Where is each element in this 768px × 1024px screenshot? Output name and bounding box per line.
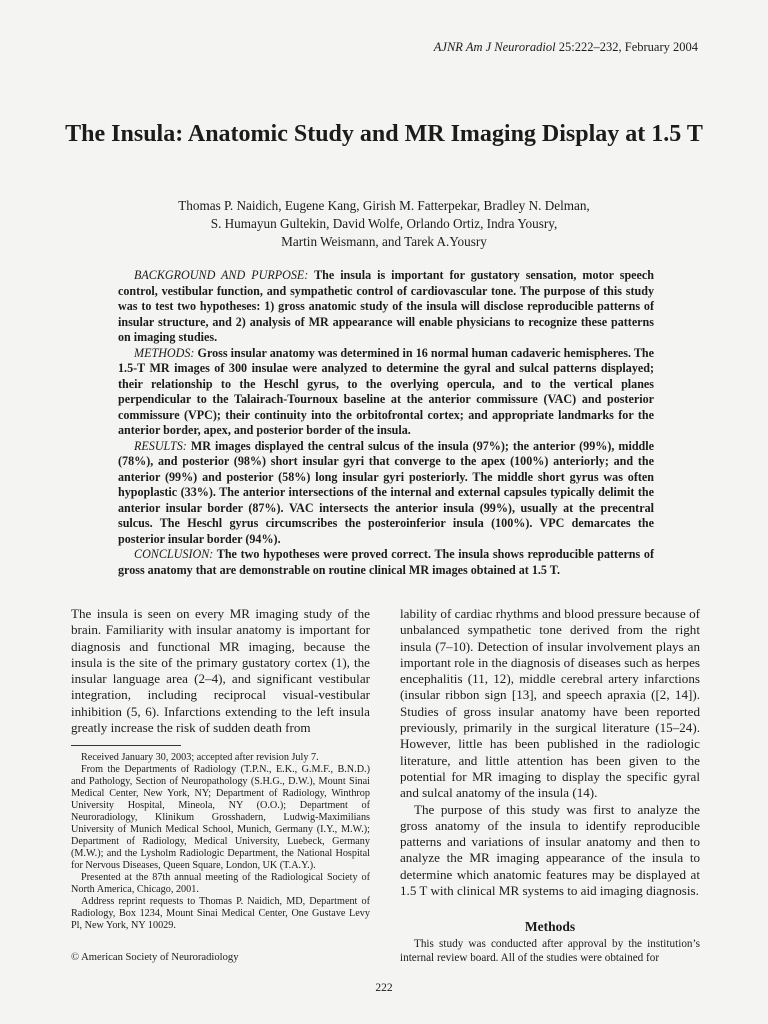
author-line: S. Humayun Gultekin, David Wolfe, Orlando Ortiz, Indra Yousry, [210,216,558,231]
article-title: The Insula: Anatomic Study and MR Imaging Display at 1.5 T [65,121,703,147]
page-number: 222 [375,982,393,994]
body-column-left [71,606,370,736]
abstract-results [118,439,654,548]
abstract-label: CONCLUSION: [134,547,214,561]
body-paragraph: The purpose of this study was first to analyze the gross anatomy of the insula to identify reproducible patterns and variations of insular anatomy and then to analyze the MR imaging appearance of the insula to determine which anatomic features may be displayed at 1.5 T with clinical MR systems to aid imaging diagnosis. [400,801,700,899]
footnote-affiliations: From the Departments of Radiology (T.P.N., E.K., G.M.F., B.N.D.) and Pathology, Section of Neuropathology (S.H.G., D.W.), Mount Sinai Medical Center, New York, NY; Department of Radiology, Winthrop University Hospital, Mineola, NY (O.O.); Department of Neuroradiology, Klinikum Grosshadern, Ludwig-Maximilians University of Munich Medical School, Munich, Germany (I.Y., M.W.); Department of Radiology, Medical University, Luebeck, Germany (M.W.); and the Lysholm Radiologic Department, the National Hospital for Nervous Diseases, Queen Square, London, UK (T.A.Y.). [71,764,370,871]
author-line: Thomas P. Naidich, Eugene Kang, Girish M. Fatterpekar, Bradley N. Delman, [178,198,590,213]
journal-volume-date: 25:222–232, February 2004 [555,40,698,54]
author-list [0,197,768,251]
abstract-text: The two hypotheses were proved correct. The insula shows reproducible patterns of gross anatomy that are demonstrable on routine clinical MR images obtained at 1.5 T. [118,547,654,577]
abstract-text: Gross insular anatomy was determined in 16 normal human cadaveric hemispheres. The 1.5-T MR images of 300 insulae were analyzed to determine the gyral and sulcal patterns displayed; their relationship to the Heschl gyrus, to the overlying opercula, and to the vertical planes perpendicular to the Talairach-Tournoux baseline at the anterior commissure (VAC) and posterior commissure (VPC); their continuity into the orbitofrontal cortex; and appropriate landmarks for the anterior border, apex, and posterior border of the insula. [118,345,654,437]
abstract-conclusion [118,547,654,578]
footnotes [71,752,370,932]
abstract-text: The insula is important for gustatory sensation, motor speech control, vestibular function, and sympathetic control of cardiovascular tone. The purpose of this study was to test two hypotheses: 1) gross anatomic study of the insula will disclose reproducible patterns of insular structure, and 2) analysis of MR appearance will enable physicians to recognize these patterns on imaging studies. [118,268,655,344]
footnote-divider [71,745,181,746]
abstract [118,268,654,578]
footnote-received: Received January 30, 2003; accepted after revision July 7. [81,752,319,763]
footnote-presented: Presented at the 87th annual meeting of the Radiological Society of North America, Chicago, 2001. [71,872,370,895]
journal-name: AJNR Am J Neuroradiol [433,40,556,54]
abstract-background [118,268,654,346]
abstract-text: MR images displayed the central sulcus of the insula (97%); the anterior (99%), middle (78%), and posterior (98%) short insular gyri that converge to the apex (100%) anteriorly; and the anterior (99%) and posterior (58%) long insular gyri posteriorly. The middle short gyrus was often hypoplastic (33%). The anterior intersections of the internal and external capsules typically delimit the anterior insular border (87%). VAC intersects the anterior insula (99%), usually at the precentral sulcus. The Heschl gyrus circumscribes the posteroinferior insula (100%). VPC demarcates the posterior insular border (94%). [118,438,654,546]
footnote-reprints: Address reprint requests to Thomas P. Naidich, MD, Department of Radiology, Box 1234, Mount Sinai Medical Center, One Gustave Levy Pl, New York, NY 10029. [71,896,370,931]
abstract-methods [118,346,654,439]
journal-citation [434,40,698,55]
methods-heading: Methods [524,919,576,934]
abstract-label: RESULTS: [134,438,187,453]
abstract-label: BACKGROUND AND PURPOSE: [134,268,309,282]
body-column-right [400,606,700,899]
copyright-notice: © American Society of Neuroradiology [71,952,239,963]
abstract-label: METHODS: [134,345,195,360]
author-line: Martin Weismann, and Tarek A.Yousry [281,234,487,249]
body-paragraph: The insula is seen on every MR imaging study of the brain. Familiarity with insular anatomy is important for diagnosis and functional MR imaging, because the insula is the site of the primary gustatory cortex (1), the insular language area (2–4), and significant vestibular integration, including reciprocal visual-vestibular inhibition (5, 6). Infarctions extending to the left insula greatly increase the risk of sudden death from [71,606,370,736]
methods-section [400,937,700,965]
body-paragraph: lability of cardiac rhythms and blood pressure because of unbalanced sympathetic tone derived from the right insula (7–10). Detection of insular involvement plays an important role in the diagnosis of diseases such as herpes encephalitis (11, 12), middle cerebral artery infarctions (insular ribbon sign [13], and speech apraxia ([2, 14]). Studies of gross insular anatomy have been reported previously, primarily in the surgical literature (15–24). However, little has been published in the radiologic literature, and little attention has been given to the potential for MR imaging to display the specific gyral and sulcal anatomy of the insula (14). [400,606,700,801]
methods-paragraph: This study was conducted after approval by the institution’s internal review board. All of the studies were obtained for [400,938,700,964]
